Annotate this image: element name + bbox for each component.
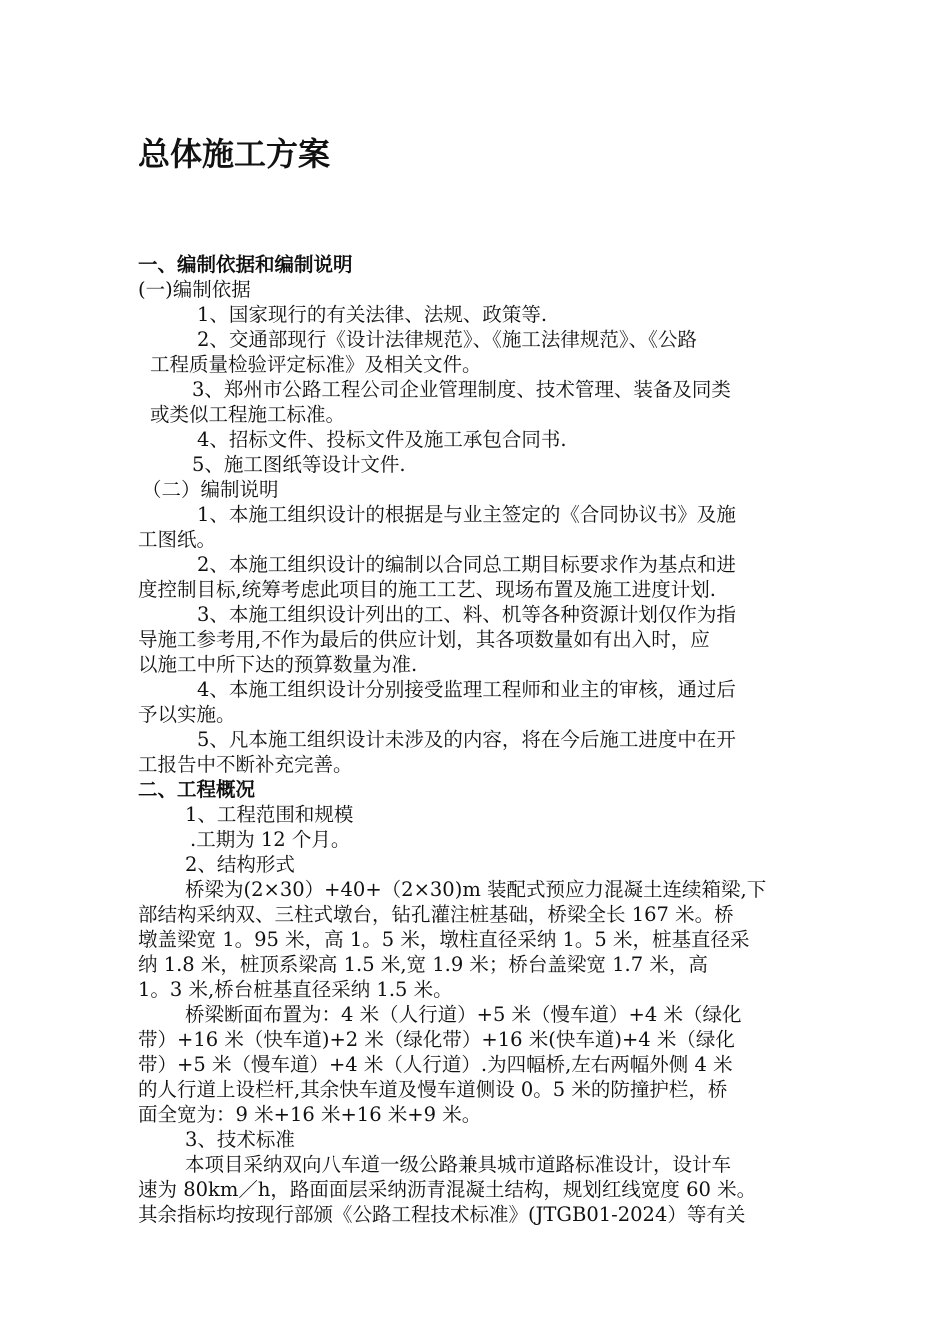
section-heading: 二、工程概况 bbox=[138, 778, 256, 801]
text-line: 以施工中所下达的预算数量为准. bbox=[138, 653, 418, 676]
text-line: 其余指标均按现行部颁《公路工程技术标准》(JTGB01-2024）等有关 bbox=[138, 1203, 746, 1226]
text-line: 1。3 米,桥台桩基直径采纳 1.5 米。 bbox=[138, 978, 453, 1001]
subsection-heading: （二）编制说明 bbox=[142, 478, 279, 501]
text-line: 桥梁断面布置为：4 米（人行道）+5 米（慢车道）+4 米（绿化 bbox=[185, 1003, 742, 1026]
subsection-heading: (一)编制依据 bbox=[138, 278, 251, 301]
text-line: 部结构采纳双、三柱式墩台，钻孔灌注桩基础，桥梁全长 167 米。桥 bbox=[138, 903, 734, 926]
text-line: 工报告中不断补充完善。 bbox=[138, 753, 353, 776]
text-line: 5、凡本施工组织设计未涉及的内容，将在今后施工进度中在开 bbox=[197, 728, 736, 751]
text-line: 纳 1.8 米，桩顶系梁高 1.5 米,宽 1.9 米；桥台盖梁宽 1.7 米，高 bbox=[138, 953, 708, 976]
document-title: 总体施工方案 bbox=[138, 135, 331, 173]
text-line: 4、本施工组织设计分别接受监理工程师和业主的审核，通过后 bbox=[197, 678, 736, 701]
text-line: 4、招标文件、投标文件及施工承包合同书. bbox=[197, 428, 567, 451]
text-line: 度控制目标,统筹考虑此项目的施工工艺、现场布置及施工进度计划. bbox=[138, 578, 716, 601]
text-line: 墩盖梁宽 1。95 米，高 1。5 米，墩柱直径采纳 1。5 米，桩基直径采 bbox=[138, 928, 750, 951]
text-line: 面全宽为：9 米+16 米+16 米+9 米。 bbox=[138, 1103, 482, 1126]
text-line: 1、工程范围和规模 bbox=[185, 803, 354, 826]
text-line: 的人行道上设栏杆,其余快车道及慢车道侧设 0。5 米的防撞护栏，桥 bbox=[138, 1078, 728, 1101]
text-line: 5、施工图纸等设计文件. bbox=[192, 453, 406, 476]
text-line: 1、本施工组织设计的根据是与业主签定的《合同协议书》及施 bbox=[197, 503, 736, 526]
section-heading: 一、编制依据和编制说明 bbox=[138, 253, 353, 276]
text-line: 2、交通部现行《设计法律规范》、《施工法律规范》、《公路 bbox=[197, 328, 697, 351]
text-line: 桥梁为(2×30）+40+（2×30)m 装配式预应力混凝土连续箱梁,下 bbox=[185, 878, 767, 901]
text-line: 或类似工程施工标准。 bbox=[150, 403, 346, 426]
text-line: .工期为 12 个月。 bbox=[190, 828, 351, 851]
text-line: 予以实施。 bbox=[138, 703, 236, 726]
text-line: 3、本施工组织设计列出的工、料、机等各种资源计划仅作为指 bbox=[197, 603, 736, 626]
text-line: 2、本施工组织设计的编制以合同总工期目标要求作为基点和进 bbox=[197, 553, 736, 576]
text-line: 工程质量检验评定标准》及相关文件。 bbox=[150, 353, 482, 376]
text-line: 速为 80km／h，路面面层采纳沥青混凝土结构，规划红线宽度 60 米。 bbox=[138, 1178, 757, 1201]
text-line: 带）+16 米（快车道)+2 米（绿化带）+16 米(快车道)+4 米（绿化 bbox=[138, 1028, 735, 1051]
text-line: 导施工参考用,不作为最后的供应计划，其各项数量如有出入时，应 bbox=[138, 628, 710, 651]
text-line: 3、技术标准 bbox=[185, 1128, 295, 1151]
text-line: 工图纸。 bbox=[138, 528, 217, 551]
text-line: 1、国家现行的有关法律、法规、政策等. bbox=[197, 303, 548, 326]
text-line: 2、结构形式 bbox=[185, 853, 295, 876]
text-line: 3、郑州市公路工程公司企业管理制度、技术管理、装备及同类 bbox=[192, 378, 731, 401]
text-line: 本项目采纳双向八车道一级公路兼具城市道路标准设计，设计车 bbox=[185, 1153, 732, 1176]
text-line: 带）+5 米（慢车道）+4 米（人行道）.为四幅桥,左右两幅外侧 4 米 bbox=[138, 1053, 733, 1076]
